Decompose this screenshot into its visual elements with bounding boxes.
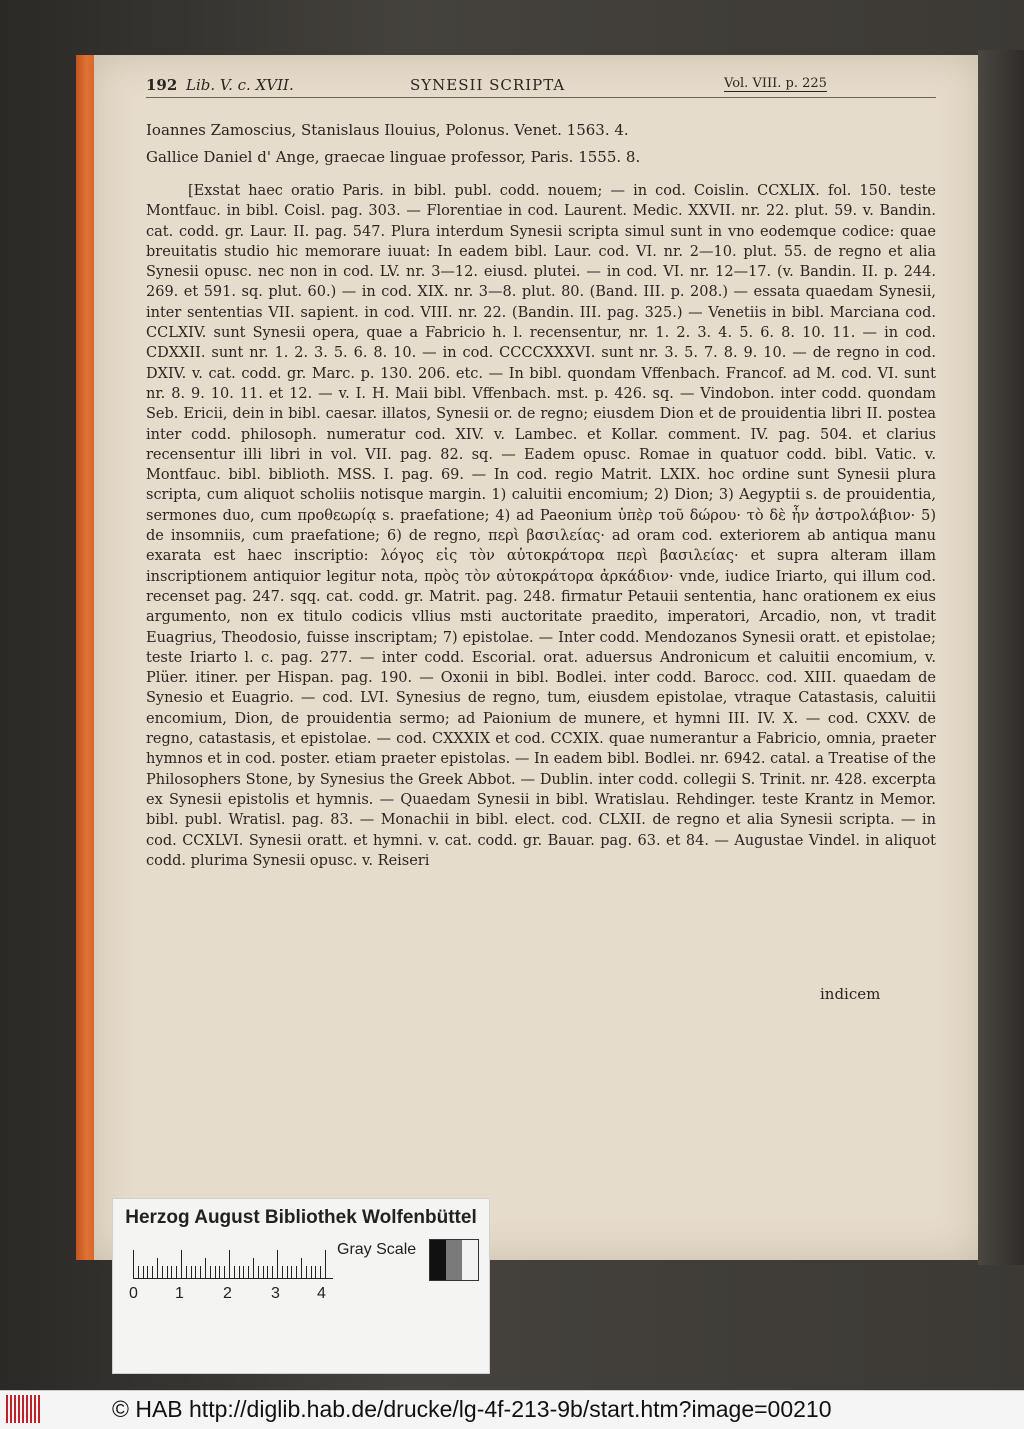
library-name: Herzog August Bibliothek Wolfenbüttel	[125, 1207, 477, 1228]
ruler-tick	[287, 1266, 288, 1278]
library-color-target-label	[112, 1198, 490, 1374]
ruler-tick	[162, 1266, 163, 1278]
ruler-tick	[219, 1266, 220, 1278]
gray-swatches	[429, 1239, 479, 1281]
main-text	[146, 181, 936, 871]
ruler-tick	[320, 1266, 321, 1278]
ruler-tick	[272, 1266, 273, 1278]
ruler-tick	[301, 1258, 302, 1278]
gray-scale-label: Gray Scale	[337, 1241, 417, 1258]
ruler-tick	[167, 1266, 168, 1278]
ruler-tick	[263, 1266, 264, 1278]
ruler-tick	[200, 1266, 201, 1278]
ruler-tick	[176, 1266, 177, 1278]
ruler-tick	[181, 1250, 182, 1278]
header-rule	[146, 97, 936, 98]
ruler-tick	[215, 1266, 216, 1278]
ruler-tick	[239, 1266, 240, 1278]
running-title: SYNESII SCRIPTA	[410, 76, 566, 94]
ruler-tick	[325, 1250, 326, 1278]
ruler-tick	[229, 1250, 230, 1278]
body-paragraph: [Exstat haec oratio Paris. in bibl. publ. codd. nouem; — in cod. Coislin. CCXLIX. fol. 150. teste Montfauc. in bibl. Coisl. pag. 303. — Florentiae in cod. Laurent. Medic. XXVII. nr. 22. plut. 59. v. Bandin. cat. codd. gr. Laur. II. pag. 547. Plura interdum Synesii scripta simul sunt in vno eodemque codice: quae breuitatis studio hic memorare iuuat: In eadem bibl. Laur. cod. VI. nr. 2—10. plut. 55. de regno et alia Synesii opusc. nec non in cod. LV. nr. 3—12. eiusd. plutei. — in cod. VI. nr. 12—17. (v. Bandin. II. p. 244. 269. et 591. sq. plut. 60.) — in cod. XIX. nr. 3—8. plut. 80. (Band. III. p. 208.) — essata quaedam Synesii, inter sententias VII. sapient. in cod. VIII. nr. 22. (Bandin. III. pag. 325.) — Venetiis in bibl. Marciana cod. CCLXIV. sunt Synesii opera, quae a Fabricio h. l. recensentur, nr. 1. 2. 3. 4. 5. 6. 8. 10. 11. — in cod. CDXXII. sunt nr. 1. 2. 3. 5. 6. 8. 10. — in cod. CCCCXXXVI. sunt nr. 3. 5. 7. 8. 9. 10. — de regno in cod. DXIV. v. cat. codd. gr. Marc. p. 130. 206. etc. — In bibl. quondam Vffenbach. Francof. ad M. cod. VI. sunt nr. 8. 9. 10. 11. et 12. — v. I. H. Maii bibl. Vffenbach. mst. p. 426. sq. — Vindobon. inter codd. quondam Seb. Ericii, dein in bibl. caesar. illatos, Synesii or. de regno; eiusdem Dion et de prouidentia libri II. postea inter codd. philosoph. numeratur cod. XIV. v. Lambec. et Kollar. comment. IV. pag. 504. et clarius recensentur illi libri in vol. VII. pag. 82. sq. — Eadem opusc. Romae in quatuor codd. bibl. Vatic. v. Montfauc. bibl. biblioth. MSS. I. pag. 69. — In cod. regio Matrit. LXIX. hoc ordine sunt Synesii plura scripta, cum aliquot scholiis notisque margin. 1) caluitii encomium; 2) Dion; 3) Aegyptii s. de prouidentia, sermones duo, cum προθεωρίᾳ s. praefatione; 4) ad Paeonium ὑπὲρ τοῦ δώρου· τὸ δὲ ἦν ἀστρολάβιον· 5) de insomniis, cum praefatione; 6) de regno, περὶ βασιλείας· ad oram cod. exteriorem ab antiqua manu exarata est haec inscriptio: λόγος εἰς τὸν αὐτοκράτορα περὶ βασιλείας· et supra alteram illam inscriptionem antiquior legitur nota, πρὸς τὸν αὐτοκράτορα ἀρκάδιον· vnde, iudice Iriarto, qui illum cod. recenset pag. 247. sqq. cat. codd. gr. Matrit. pag. 248. firmatur Petauii sententia, hanc orationem ex eius argumento, non ex titulo codicis vllius msti auctoritate praedito, imperatori, Arcadio, non, vt tradit Euagrius, Theodosio, fuisse inscriptam; 7) epistolae. — Inter codd. Mendozanos Synesii oratt. et epistolae; teste Iriarto l. c. pag. 277. — inter codd. Escorial. orat. aduersus Andronicum et caluitii encomium, v. Plüer. itiner. per Hispan. pag. 190. — Oxonii in bibl. Bodlei. inter codd. Barocc. cod. XIII. quaedam de Synesio et Euagrio. — cod. LVI. Synesius de regno, tum, eiusdem epistolae, vtraque Catastasis, caluitii encomium, Dion, de prouidentia sermo; ad Paionium de munere, et hymni III. IV. X. — cod. CXXV. de regno, catastasis, et epistolae. — cod. CXXXIX et cod. CCXIX. quae numerantur a Fabricio, omnia, praeter hymnos et in cod. poster. etiam praeter epistolas. — In eadem bibl. Bodlei. nr. 6942. catal. a Treatise of the Philosophers Stone, by Synesius the Greek Abbot. — Dublin. inter codd. collegii S. Trinit. nr. 428. excerpta ex Synesii epistolis et hymnis. — Quaedam Synesii in bibl. Wratislau. Rehdinger. teste Krantz in Memor. bibl. publ. Wratisl. pag. 83. — Monachii in bibl. elect. cod. CLXII. de regno et alia Synesii scripta. — in cod. CCXLVI. Synesii oratt. et hymni. v. cat. codd. gr. Bauar. pag. 63. et 84. — Augustae Vindel. in aliquot codd. plurima Synesii opusc. v. Reiseri	[146, 183, 936, 869]
ruler-number: 2	[223, 1285, 232, 1302]
cm-ruler	[133, 1244, 333, 1279]
ruler-tick	[267, 1266, 268, 1278]
ruler-tick	[253, 1258, 254, 1278]
swatch-white	[462, 1240, 478, 1280]
catchword: indicem	[820, 985, 881, 1003]
book-edge-orange	[76, 55, 94, 1260]
ruler-tick	[258, 1266, 259, 1278]
ruler-tick	[195, 1266, 196, 1278]
ruler-tick	[243, 1266, 244, 1278]
ruler-tick	[171, 1266, 172, 1278]
ruler-tick	[143, 1266, 144, 1278]
ruler-tick	[315, 1266, 316, 1278]
page-number: 192	[146, 76, 178, 94]
ruler-tick	[296, 1266, 297, 1278]
ruler-tick	[306, 1266, 307, 1278]
ruler-tick	[205, 1258, 206, 1278]
ruler-tick	[291, 1266, 292, 1278]
ruler-tick	[282, 1266, 283, 1278]
hab-logo-icon	[6, 1395, 40, 1423]
ruler-tick	[234, 1266, 235, 1278]
swatch-black	[430, 1240, 446, 1280]
copyright-url: © HAB http://diglib.hab.de/drucke/lg-4f-213-9b/start.htm?image=00210	[112, 1396, 832, 1422]
ruler-number: 4	[317, 1285, 326, 1302]
ruler-tick	[138, 1266, 139, 1278]
footer-bar	[0, 1390, 1024, 1429]
ruler-tick	[147, 1266, 148, 1278]
ruler-tick	[191, 1266, 192, 1278]
ruler-tick	[186, 1266, 187, 1278]
ruler-tick	[152, 1266, 153, 1278]
ruler-number: 1	[175, 1285, 184, 1302]
text-line: Gallice Daniel d' Ange, graecae linguae professor, Paris. 1555. 8.	[146, 148, 641, 166]
ruler-tick	[133, 1250, 134, 1278]
text-line: Ioannes Zamoscius, Stanislaus Ilouius, Polonus. Venet. 1563. 4.	[146, 121, 629, 139]
ruler-tick	[277, 1250, 278, 1278]
volume-reference: Vol. VIII. p. 225	[724, 76, 827, 91]
swatch-gray	[446, 1240, 462, 1280]
ruler-tick	[311, 1266, 312, 1278]
ruler-number: 0	[129, 1285, 138, 1302]
adjacent-page-edge	[978, 50, 1024, 1265]
book-reference: Lib. V. c. XVII.	[186, 76, 294, 94]
ruler-tick	[210, 1266, 211, 1278]
ruler-tick	[157, 1258, 158, 1278]
ruler-tick	[248, 1266, 249, 1278]
ruler-tick	[224, 1266, 225, 1278]
ruler-number: 3	[271, 1285, 280, 1302]
